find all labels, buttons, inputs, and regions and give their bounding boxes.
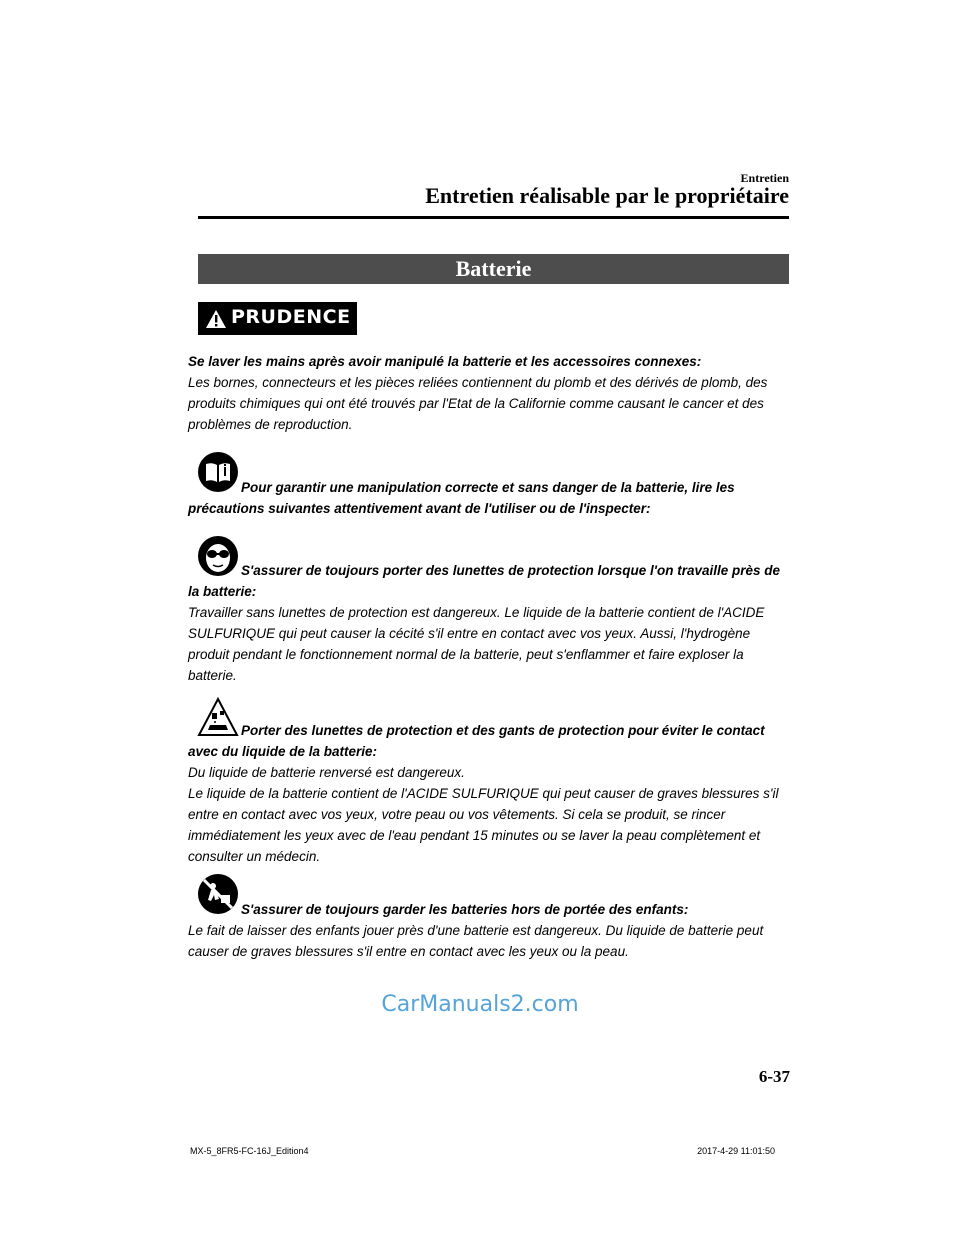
section-title-bar <box>198 254 789 284</box>
caution-label: PRUDENCE <box>231 306 351 328</box>
block-heading: Se laver les mains après avoir manipulé la batterie et les accessoires connexes: <box>188 354 702 369</box>
footer-document-id: MX-5_8FR5-FC-16J_Edition4 <box>190 1146 309 1156</box>
block-heading: Pour garantir une manipulation correcte et sans danger de la batterie, lire les précautions suivantes attentivement avant de l'utiliser ou de l'inspecter: <box>188 480 735 516</box>
block-text: Le liquide de la batterie contient de l'ACIDE SULFURIQUE qui peut causer de graves blessures s'il entre en contact avec vos yeux, votre peau ou vos vêtements. Si cela se produit, se rincer immédiatement les yeux avec de l'eau pendant 15 minutes ou se laver la peau complètement et consulter un médecin. <box>188 786 779 864</box>
header-rule <box>198 216 789 219</box>
warning-triangle-icon <box>205 309 227 329</box>
caution-block-goggles <box>188 560 788 686</box>
block-heading: Porter des lunettes de protection et des gants de protection pour éviter le contact avec du liquide de la batterie: <box>188 723 765 759</box>
chapter-title: Entretien réalisable par le propriétaire <box>425 183 789 208</box>
block-text: Le fait de laisser des enfants jouer près d'une batterie est dangereux. Du liquide de batterie peut causer de graves blessures s'il entre en contact avec les yeux ou la peau. <box>188 923 764 959</box>
caution-block-acid-contact <box>188 720 788 867</box>
block-heading: S'assurer de toujours garder les batteries hors de portée des enfants: <box>241 902 689 917</box>
section-label: Entretien <box>740 171 789 185</box>
page-number: 6-37 <box>758 1067 790 1086</box>
caution-block-read-precautions <box>188 477 788 519</box>
block-text: Du liquide de batterie renversé est dangereux. <box>188 765 465 780</box>
block-text: Les bornes, connecteurs et les pièces reliées contiennent du plomb et des dérivés de plomb, des produits chimiques qui ont été trouvés par l'Etat de la Californie comme causant le cancer et des problèmes de reproduction. <box>188 375 768 432</box>
watermark: CarManuals2.com <box>381 992 579 1017</box>
caution-badge <box>198 302 357 335</box>
block-heading: S'assurer de toujours porter des lunettes de protection lorsque l'on travaille près de la batterie: <box>188 563 781 599</box>
caution-block-wash-hands <box>188 351 788 435</box>
footer-timestamp: 2017-4-29 11:01:50 <box>697 1146 775 1156</box>
block-text: Travailler sans lunettes de protection est dangereux. Le liquide de la batterie contient de l'ACIDE SULFURIQUE qui peut causer la cécité s'il entre en contact avec vos yeux. Aussi, l'hydrogène produit pendant le fonctionnement normal de la batterie, peut s'enflammer et faire exploser la batterie. <box>188 605 765 683</box>
caution-block-children <box>188 899 788 962</box>
section-title: Batterie <box>455 256 532 281</box>
